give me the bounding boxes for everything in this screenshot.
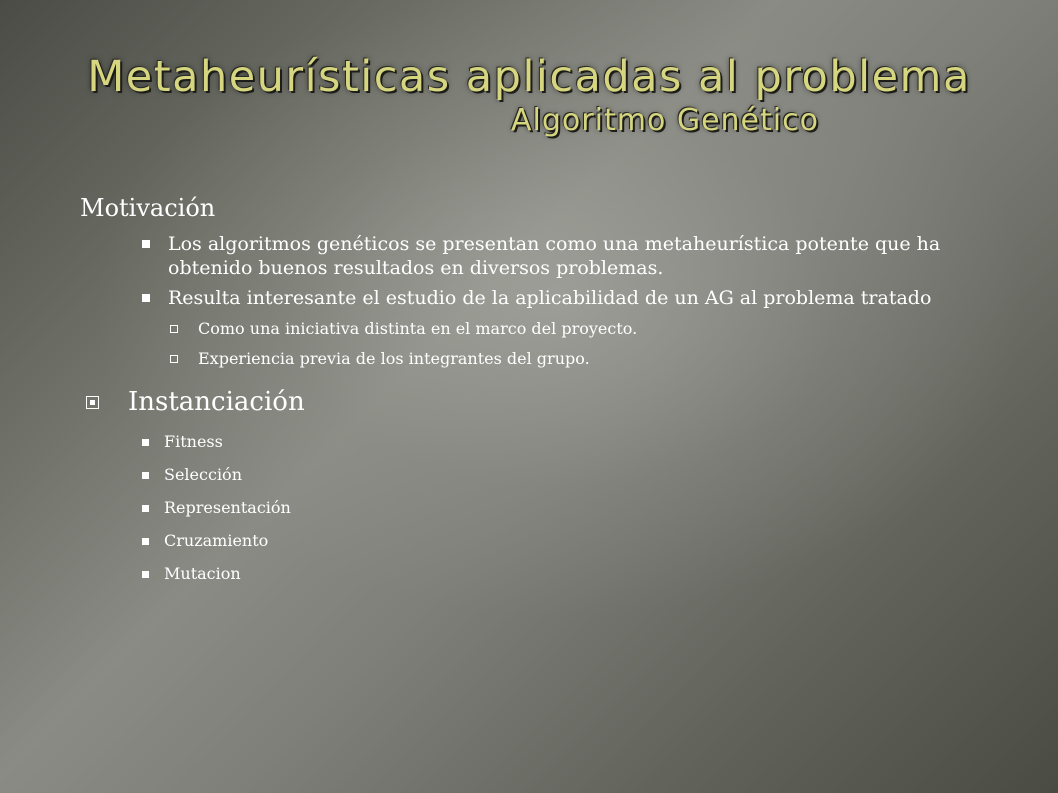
list-item <box>80 464 1000 486</box>
square-bullet-icon <box>142 240 150 248</box>
hollow-square-bullet-icon <box>170 355 178 363</box>
sub-list-item-text: Como una iniciativa distinta en el marco del proyecto. <box>198 319 638 338</box>
square-bullet-icon <box>142 538 149 545</box>
title-block <box>0 48 1058 136</box>
square-bullet-icon <box>142 571 149 578</box>
list-item <box>80 286 978 310</box>
list-item <box>80 497 1000 519</box>
section-heading-text: Instanciación <box>128 387 305 417</box>
boxed-square-bullet-icon <box>86 396 99 409</box>
slide-subtitle: Algoritmo Genético <box>511 103 819 138</box>
list-item <box>80 530 1000 552</box>
list-item-text: Fitness <box>164 432 223 451</box>
list-item-text: Cruzamiento <box>164 531 269 550</box>
list-item-text: Selección <box>164 465 242 484</box>
square-bullet-icon <box>142 294 150 302</box>
slide-body <box>80 190 1000 585</box>
sub-list-item <box>80 318 1000 340</box>
list-item-text: Resulta interesante el estudio de la aplicabilidad de un AG al problema tratado <box>168 287 932 309</box>
square-bullet-icon <box>142 439 149 446</box>
list-item-text: Los algoritmos genéticos se presentan como una metaheurística potente que ha obtenido buenos resultados en diversos problemas. <box>168 233 941 279</box>
hollow-square-bullet-icon <box>170 325 178 333</box>
square-bullet-icon <box>142 505 149 512</box>
square-bullet-icon <box>142 472 149 479</box>
list-item-text: Mutacion <box>164 564 241 583</box>
list-item <box>80 431 1000 453</box>
list-item <box>80 563 1000 585</box>
slide-title: Metaheurísticas aplicadas al problema <box>87 52 971 102</box>
sub-list-item-text: Experiencia previa de los integrantes del grupo. <box>198 349 590 368</box>
sub-list-item <box>80 348 1000 370</box>
section-heading-motivacion: Motivación <box>80 194 216 222</box>
list-item-text: Representación <box>164 498 291 517</box>
list-item <box>80 232 978 280</box>
section-heading-instanciacion <box>80 384 1000 420</box>
